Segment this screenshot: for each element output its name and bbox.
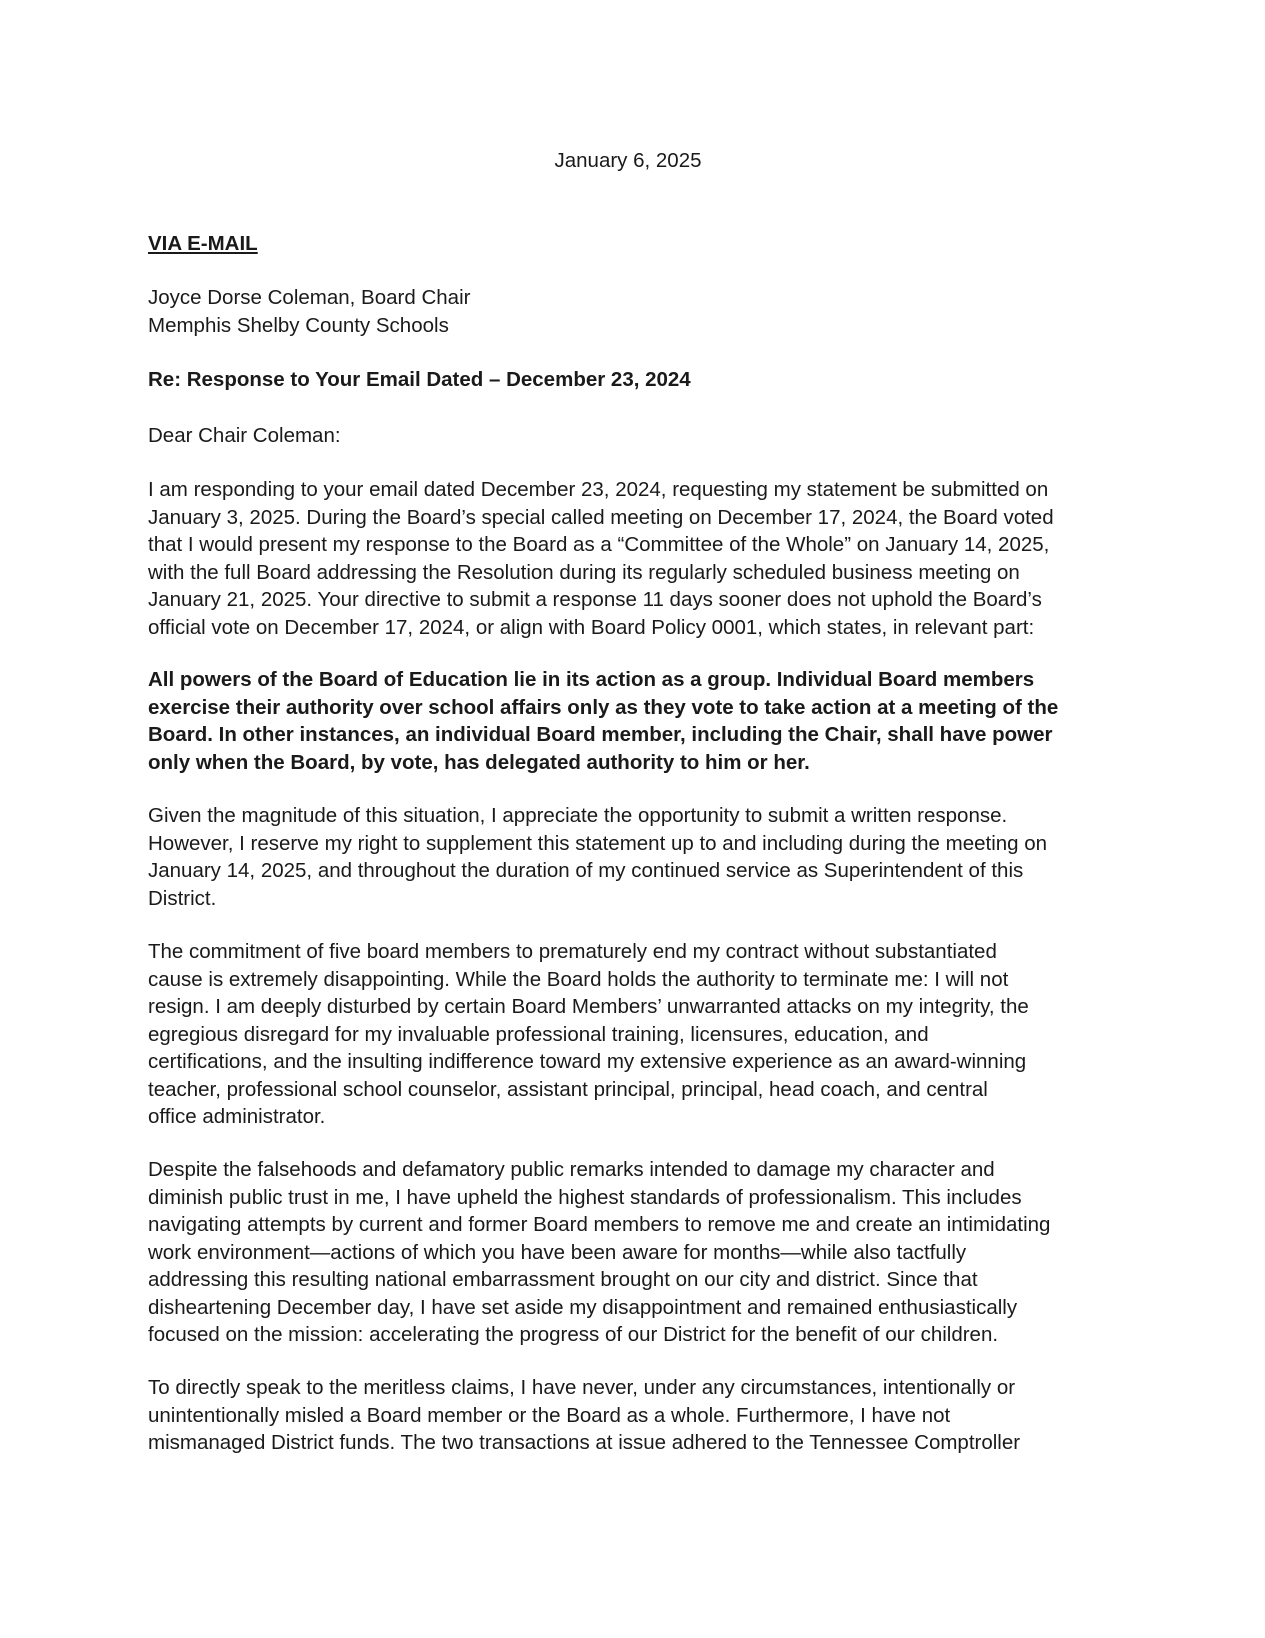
paragraph-line: with the full Board addressing the Resolution during its regularly scheduled business meeting on [148, 560, 1020, 584]
paragraph-line: certifications, and the insulting indifference toward my extensive experience as an award-winning [148, 1050, 1027, 1073]
paragraph-line: January 3, 2025. During the Board’s special called meeting on December 17, 2024, the Board voted [148, 505, 1054, 529]
paragraph-line: official vote on December 17, 2024, or align with Board Policy 0001, which states, in relevant part: [148, 615, 1035, 639]
subject-line: Re: Response to Your Email Dated – December 23, 2024 [148, 368, 691, 391]
paragraph-line: disheartening December day, I have set aside my disappointment and remained enthusiastically [148, 1295, 1018, 1319]
paragraph-6 [148, 1374, 1020, 1457]
recipient-name: Joyce Dorse Coleman, Board Chair [148, 286, 471, 309]
paragraph-line: unintentionally misled a Board member or the Board as a whole. Furthermore, I have not [148, 1403, 951, 1427]
paragraph-1 [148, 476, 1054, 641]
paragraph-line: Despite the falsehoods and defamatory public remarks intended to damage my character and [148, 1158, 995, 1181]
paragraph-line: I am responding to your email dated December 23, 2024, requesting my statement be submitted on [148, 478, 1049, 501]
paragraph-line: cause is extremely disappointing. While the Board holds the authority to terminate me: I will not [148, 967, 1009, 991]
paragraph-line: mismanaged District funds. The two transactions at issue adhered to the Tennessee Comptroller [148, 1431, 1021, 1454]
paragraph-5 [148, 1156, 1050, 1349]
policy-quote [148, 666, 1058, 776]
paragraph-line: Given the magnitude of this situation, I appreciate the opportunity to submit a written response. [148, 804, 1008, 827]
paragraph-line: District. [148, 886, 217, 910]
letter-date: January 6, 2025 [554, 149, 702, 172]
paragraph-line: teacher, professional school counselor, assistant principal, principal, head coach, and central [148, 1077, 988, 1101]
paragraph-line: Board. In other instances, an individual Board member, including the Chair, shall have power [148, 723, 1053, 746]
paragraph-line: However, I reserve my right to supplement this statement up to and including during the meeting on [148, 831, 1048, 855]
paragraph-line: resign. I am deeply disturbed by certain Board Members’ unwarranted attacks on my integrity, the [148, 995, 1029, 1018]
paragraph-line: exercise their authority over school affairs only as they vote to take action at a meeting of the [148, 695, 1059, 719]
paragraph-line: work environment—actions of which you have been aware for months—while also tactfully [148, 1240, 967, 1264]
paragraph-line: addressing this resulting national embarrassment brought on our city and district. Since that [148, 1268, 978, 1291]
delivery-method: VIA E-MAIL [148, 232, 258, 255]
paragraph-line: focused on the mission: accelerating the progress of our District for the benefit of our children. [148, 1323, 999, 1346]
salutation: Dear Chair Coleman: [148, 424, 341, 447]
paragraph-line: that I would present my response to the Board as a “Committee of the Whole” on January 14, 2025, [148, 533, 1050, 556]
paragraph-line: January 14, 2025, and throughout the duration of my continued service as Superintendent of this [148, 859, 1024, 882]
paragraph-line: only when the Board, by vote, has delegated authority to him or her. [148, 750, 810, 774]
paragraph-line: diminish public trust in me, I have upheld the highest standards of professionalism. This includes [148, 1185, 1022, 1209]
paragraph-line: navigating attempts by current and former Board members to remove me and create an intimidating [148, 1213, 1051, 1236]
paragraph-4 [148, 938, 1029, 1131]
recipient-organization: Memphis Shelby County Schools [148, 313, 449, 337]
paragraph-line: All powers of the Board of Education lie in its action as a group. Individual Board members [148, 668, 1035, 691]
paragraph-line: office administrator. [148, 1105, 326, 1128]
recipient-block [148, 284, 470, 339]
paragraph-line: egregious disregard for my invaluable professional training, licensures, education, and [148, 1022, 929, 1046]
paragraph-3 [148, 802, 1047, 912]
paragraph-line: The commitment of five board members to prematurely end my contract without substantiated [148, 940, 997, 963]
paragraph-line: To directly speak to the meritless claims, I have never, under any circumstances, intentionally or [148, 1376, 1016, 1399]
paragraph-line: January 21, 2025. Your directive to submit a response 11 days sooner does not uphold the Board’s [148, 588, 1042, 611]
